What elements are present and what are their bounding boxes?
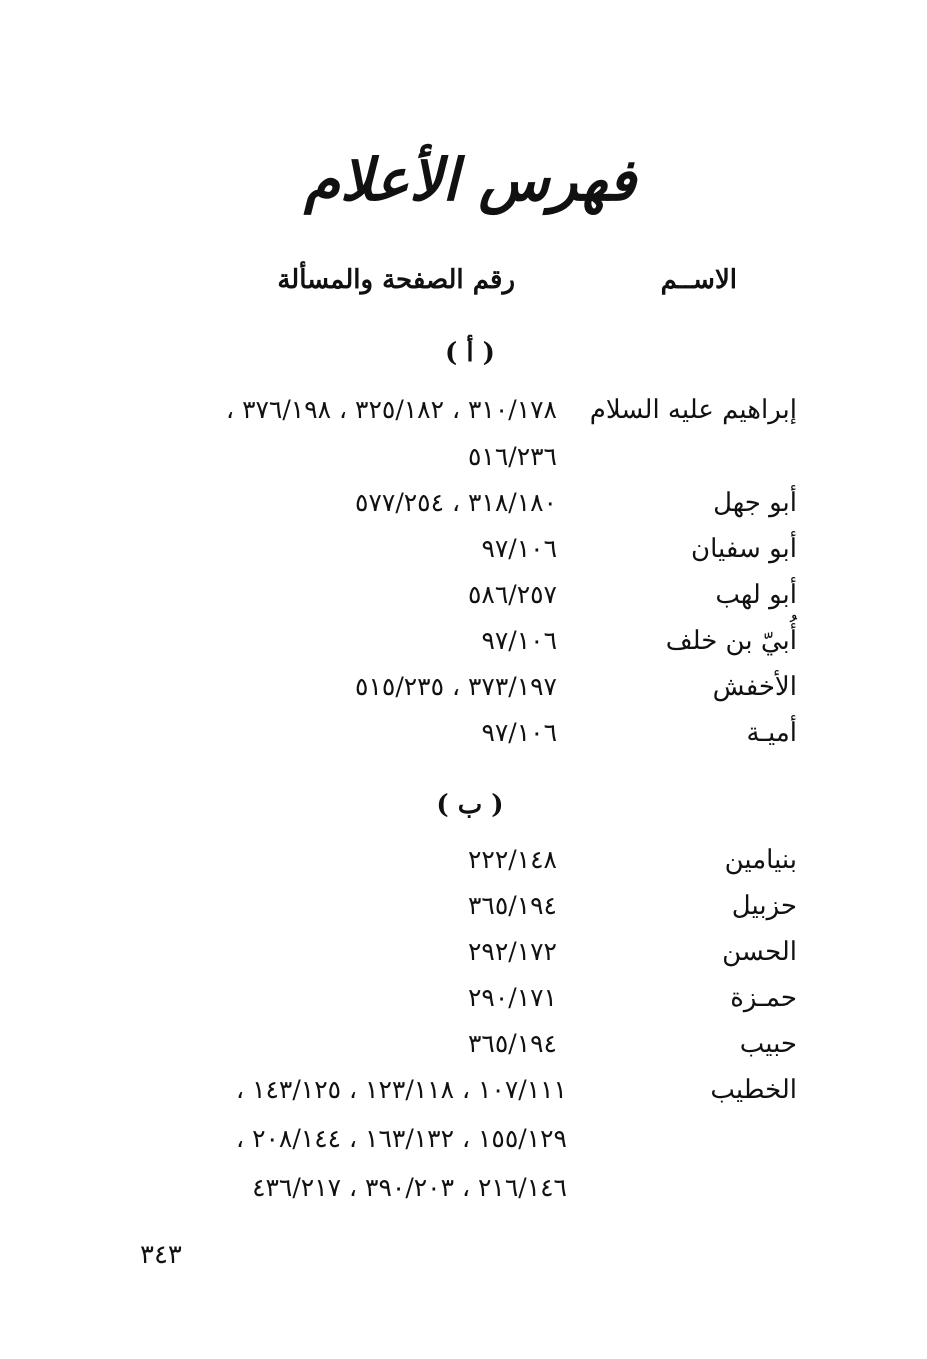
section-letter-alif: ( أ )	[445, 338, 495, 368]
index-entry-name: الحسن	[722, 937, 797, 967]
index-entry-name: الأخفش	[712, 672, 797, 702]
page-title: فهرس الأعلام	[304, 146, 636, 214]
index-entry-name: أبو سفيان	[691, 534, 797, 564]
index-entry-ref: ٥١٦/٢٣٦	[468, 442, 557, 471]
index-entry-name: حزبيل	[731, 891, 797, 921]
index-entry-ref: ٩٧/١٠٦	[481, 626, 557, 655]
index-entry-ref: ٥٨٦/٢٥٧	[468, 580, 557, 609]
index-entry-name: إبراهيم عليه السلام	[589, 395, 797, 425]
index-entry-ref: ٣٦٥/١٩٤	[468, 1029, 557, 1058]
index-entry-ref: ٢٩٢/١٧٢	[468, 937, 557, 966]
index-entry-ref: ٢٩٠/١٧١	[468, 983, 557, 1012]
index-entry-name: أبو لهب	[715, 580, 797, 610]
index-entry-ref: ١٥٥/١٢٩ ، ١٦٣/١٣٢ ، ٢٠٨/١٤٤ ،	[236, 1124, 567, 1153]
index-entry-ref: ١٠٧/١١١ ، ١٢٣/١١٨ ، ١٤٣/١٢٥ ،	[236, 1075, 567, 1104]
page-number: ٣٤٣	[140, 1240, 182, 1270]
index-entry-ref: ٣٧٣/١٩٧ ، ٥١٥/٢٣٥	[355, 672, 557, 701]
index-entry-name: حمـزة	[730, 983, 797, 1013]
index-entry-name: أبو جهل	[713, 488, 797, 518]
index-entry-ref: ٩٧/١٠٦	[481, 718, 557, 747]
index-entry-ref: ٣٦٥/١٩٤	[468, 891, 557, 920]
column-header-name: الاســم	[660, 265, 737, 295]
index-entry-name: الخطيب	[710, 1075, 797, 1105]
index-entry-name: أميـة	[746, 718, 797, 748]
index-entry-name: بنيامين	[724, 845, 797, 875]
index-entry-ref: ٣١٠/١٧٨ ، ٣٢٥/١٨٢ ، ٣٧٦/١٩٨ ،	[226, 395, 557, 424]
column-header-page-reference: رقم الصفحة والمسألة	[277, 265, 515, 295]
index-entry-name: أُبيّ بن خلف	[665, 626, 797, 656]
index-entry-ref: ٢١٦/١٤٦ ، ٣٩٠/٢٠٣ ، ٤٣٦/٢١٧	[252, 1173, 567, 1202]
index-entry-ref: ٢٢٢/١٤٨	[468, 845, 557, 874]
index-entry-ref: ٩٧/١٠٦	[481, 534, 557, 563]
index-entry-name: حبيب	[739, 1029, 797, 1059]
section-letter-ba: ( ب )	[436, 790, 504, 820]
index-entry-ref: ٣١٨/١٨٠ ، ٥٧٧/٢٥٤	[355, 488, 557, 517]
